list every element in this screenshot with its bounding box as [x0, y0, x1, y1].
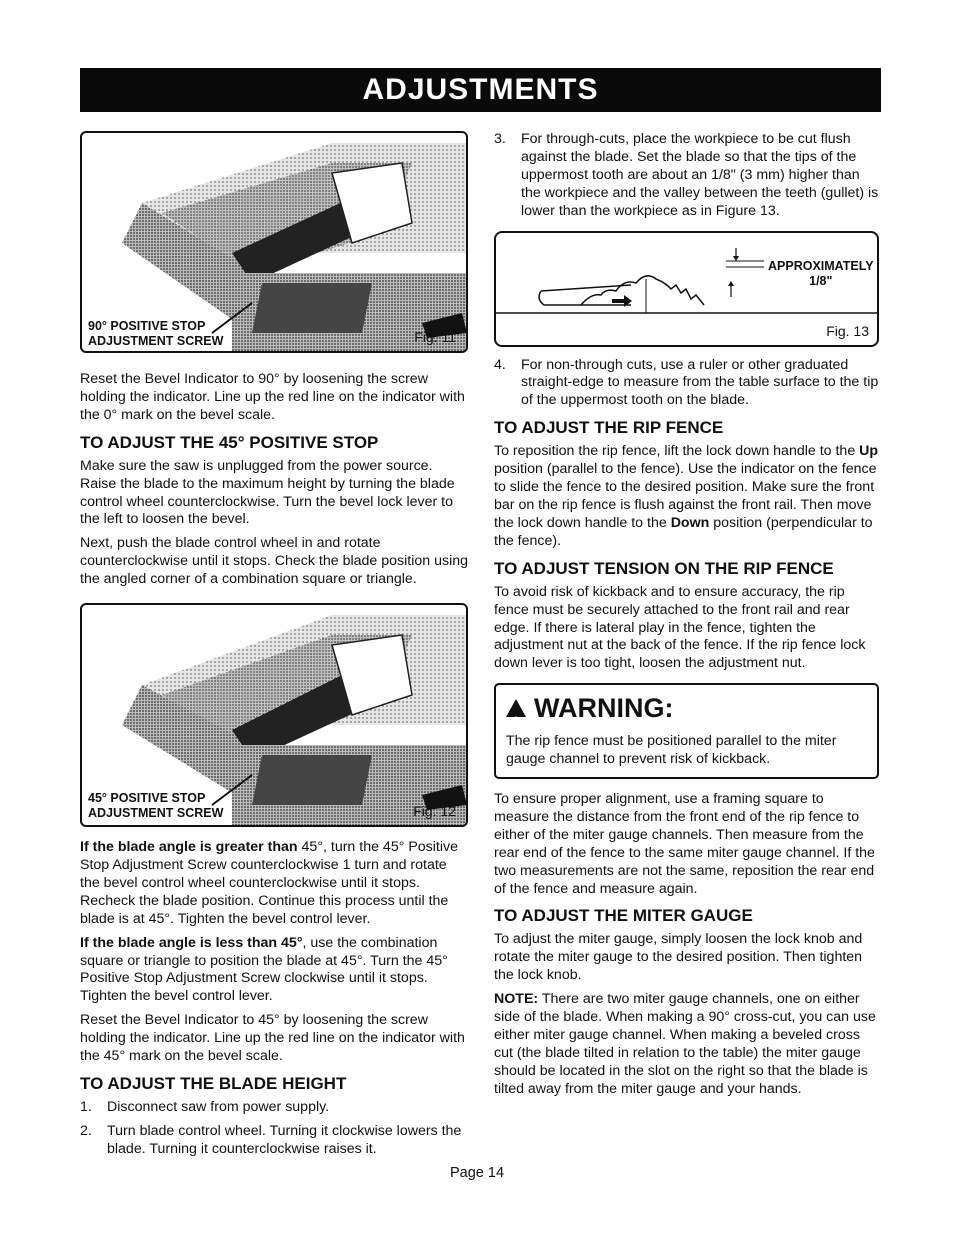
- warning-triangle-icon: !: [506, 699, 526, 717]
- step-item: [80, 1099, 468, 1117]
- blade-height-diagram: [496, 233, 879, 345]
- step-text: Turn blade control wheel. Turning it clockwise lowers the blade. Turning it counterclockwise raises it.: [107, 1122, 462, 1157]
- heading-rip-fence: TO ADJUST THE RIP FENCE: [494, 418, 724, 438]
- paragraph-unplug: Make sure the saw is unplugged from the power source. Raise the blade to the maximum height by turning the blade control wheel counterclockwise. Turn the bevel lock lever to the left to loosen the bevel.: [80, 457, 455, 528]
- heading-miter-gauge: TO ADJUST THE MITER GAUGE: [494, 906, 753, 926]
- warning-text: The rip fence must be positioned parallel to the miter gauge channel to prevent risk of kickback.: [506, 733, 837, 768]
- figure-12-label-line2: ADJUSTMENT SCREW: [88, 806, 224, 821]
- figure-11-label-line2: ADJUSTMENT SCREW: [88, 334, 224, 348]
- paragraph-less-than: [80, 935, 468, 1007]
- note-text: There are two miter gauge channels, one on either side of the blade. When making a 90° cross-cut, you can use either miter gauge channel. When making a beveled cross cut (the blade tilted in relation to the table) the miter gauge should be located in the slot on the right so that the blade is tilted away from the miter gauge and your hands.: [494, 991, 876, 1097]
- greater-than-text: 45°, turn the 45° Positive Stop Adjustment Screw counterclockwise 1 turn and rotate the bevel control wheel counterclockwise until it stops. Recheck the blade position. Continue this process until the blade is at 45°. Tighten the bevel control lever.: [80, 839, 458, 927]
- figure-13-label: [768, 259, 874, 289]
- figure-11-caption: Fig. 11: [414, 329, 456, 346]
- figure-11: [80, 131, 468, 353]
- step-text: For non-through cuts, use a ruler or other graduated straight-edge to measure from the table surface to the tip of the uppermost tooth on the blade.: [521, 356, 879, 409]
- paragraph-note: [494, 991, 879, 1098]
- non-through-cut-step: [494, 357, 879, 411]
- rip-text-b: position (parallel to the fence). Use the indicator on the fence to slide the fence to the desired position. Make sure the front bar on the rip fence is flush against the front rail. Then move the lock down handle to the: [494, 461, 877, 531]
- heading-45-stop: TO ADJUST THE 45° POSITIVE STOP: [80, 432, 379, 452]
- step-number: 1.: [80, 1098, 92, 1115]
- paragraph-miter: To adjust the miter gauge, simply loosen the lock knob and rotate the miter gauge to the desired position. Then tighten the lock knob.: [494, 931, 863, 984]
- step-item: [494, 357, 879, 411]
- figure-13: [494, 231, 879, 347]
- figure-13-label-line1: APPROXIMATELY: [768, 258, 874, 273]
- figure-13-label-line2: 1/8": [809, 273, 833, 288]
- rip-text-a: To reposition the rip fence, lift the lock down handle to the: [494, 443, 860, 460]
- warning-title-text: WARNING:: [534, 693, 674, 724]
- blade-height-steps: [80, 1099, 468, 1159]
- paragraph-reset-45: Reset the Bevel Indicator to 45° by loosening the screw holding the indicator. Line up the red line on the indicator with the 45° mark on the bevel scale.: [80, 1012, 465, 1065]
- figure-12-caption: Fig. 12: [413, 803, 456, 820]
- through-cut-step: [494, 131, 879, 221]
- figure-11-label: [88, 319, 223, 349]
- step-text: For through-cuts, place the workpiece to be cut flush against the blade. Set the blade so that the tips of the uppermost tooth are about an 1/8" (3 mm) higher than the workpiece and the valley between the teeth (gullet) is lower than the workpiece as in Figure 13.: [521, 131, 879, 219]
- rip-down-bold: Down: [670, 514, 710, 531]
- page-number: Page 14: [449, 1165, 505, 1181]
- figure-12-label: [88, 791, 223, 821]
- less-than-text: , use the combination square or triangle to position the blade at 45°. Turn the 45° Positive Stop Adjustment Screw clockwise until it stops. Tighten the bevel control lever.: [80, 934, 448, 1005]
- heading-tension: TO ADJUST TENSION ON THE RIP FENCE: [494, 558, 834, 578]
- step-item: [494, 131, 879, 221]
- rip-up-bold: Up: [859, 443, 879, 460]
- warning-title: [506, 691, 867, 728]
- step-text: Disconnect saw from power supply.: [107, 1098, 330, 1115]
- paragraph-alignment: To ensure proper alignment, use a framing square to measure the distance from the front end of the rip fence to either of the miter gauge channels. Then measure from the rear end of the fence to the same miter gauge channel. If the two measurements are not the same, reposition the rear end of the fence and measure again.: [494, 791, 875, 897]
- note-label: NOTE:: [494, 991, 539, 1008]
- step-number: 3.: [494, 131, 506, 147]
- step-number: 2.: [80, 1122, 92, 1139]
- paragraph-greater-than: [80, 839, 468, 929]
- left-column: [80, 131, 468, 1165]
- page-banner: ADJUSTMENTS: [80, 68, 881, 112]
- warning-box: [494, 683, 879, 779]
- greater-than-bold: If the blade angle is greater than: [80, 839, 298, 856]
- less-than-bold: If the blade angle is less than 45°: [80, 934, 303, 951]
- figure-12-label-line1: 45° POSITIVE STOP: [88, 791, 206, 806]
- paragraph-push-wheel: Next, push the blade control wheel in and rotate counterclockwise until it stops. Check the blade position using the angled corner of a combination square or triangle.: [80, 535, 469, 588]
- right-column: [494, 131, 879, 1105]
- paragraph-rip-fence: [494, 443, 879, 550]
- figure-13-caption: Fig. 13: [826, 322, 869, 339]
- figure-12: [80, 603, 468, 827]
- step-number: 4.: [494, 356, 506, 373]
- step-item: [80, 1123, 468, 1159]
- figure-11-label-line1: 90° POSITIVE STOP: [88, 319, 206, 333]
- paragraph-reset-90: Reset the Bevel Indicator to 90° by loosening the screw holding the indicator. Line up the red line on the indicator with the 0° mark on the bevel scale.: [80, 371, 465, 423]
- rip-text-c: position (perpendicular to the fence).: [494, 514, 873, 549]
- heading-blade-height: TO ADJUST THE BLADE HEIGHT: [80, 1073, 347, 1093]
- paragraph-tension: To avoid risk of kickback and to ensure accuracy, the rip fence must be securely attached to the front rail and rear edge. If there is lateral play in the fence, tighten the adjustment nut at the back of the fence. If the rip fence lock down lever is too tight, loosen the adjustment nut.: [494, 583, 866, 672]
